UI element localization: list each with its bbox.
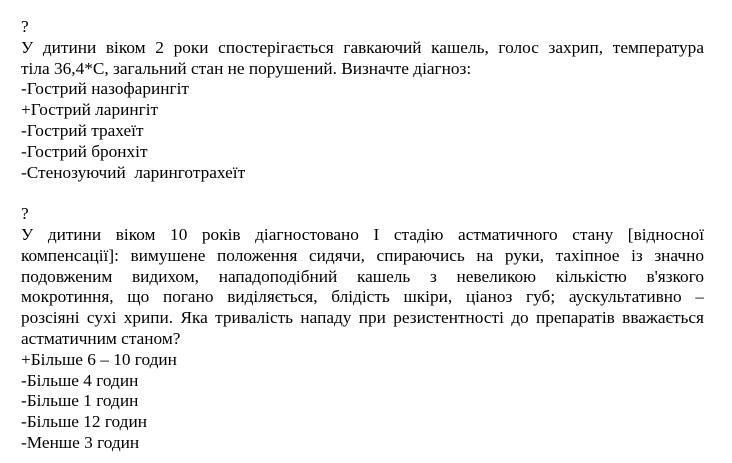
question-marker: ? — [21, 204, 29, 224]
question-stem-line: У дитини віком 2 роки спостерігається гавкаючий кашель, голос захрип, температура — [21, 37, 704, 57]
answer-option: -Гострий трахеїт — [21, 120, 144, 140]
answer-option: -Гострий бронхіт — [21, 141, 148, 161]
question-stem-line: мокротиння, що погано виділяється, блідість шкіри, ціаноз губ; аускультативно – — [21, 287, 704, 307]
question-stem-line: астматичним станом? — [21, 328, 181, 348]
document-page — [21, 17, 704, 454]
question-stem-line: У дитини віком 10 років діагностовано I стадію астматичного стану [відносної — [21, 224, 704, 244]
answer-option: -Більше 1 годин — [21, 391, 139, 411]
question-stem-line: компенсації]: вимушене положення сидячи, спираючись на руки, тахіпное із значно — [21, 245, 704, 265]
answer-option: -Більше 4 годин — [21, 370, 139, 390]
question-marker: ? — [21, 17, 29, 36]
question-2 — [21, 204, 704, 454]
question-stem-line: подовженим видихом, нападоподібний кашель з невеликою кількістю в'язкого — [21, 266, 704, 286]
question-1 — [21, 17, 704, 183]
question-stem-line: розсіяні сухі хрипи. Яка тривалість нападу при резистентності до препаратів вважається — [21, 308, 704, 328]
blank-line — [21, 183, 704, 204]
answer-option-correct: +Гострий ларингіт — [21, 100, 159, 120]
answer-option: -Стенозуючий ларинготрахеїт — [21, 162, 246, 182]
answer-option: -Більше 12 годин — [21, 412, 147, 432]
question-stem-line: тіла 36,4*С, загальний стан не порушений. Визначте діагноз: — [21, 58, 472, 78]
answer-option: -Гострий назофарингіт — [21, 79, 189, 99]
answer-option: -Менше 3 годин — [21, 432, 140, 452]
answer-option-correct: +Більше 6 – 10 годин — [21, 349, 177, 369]
